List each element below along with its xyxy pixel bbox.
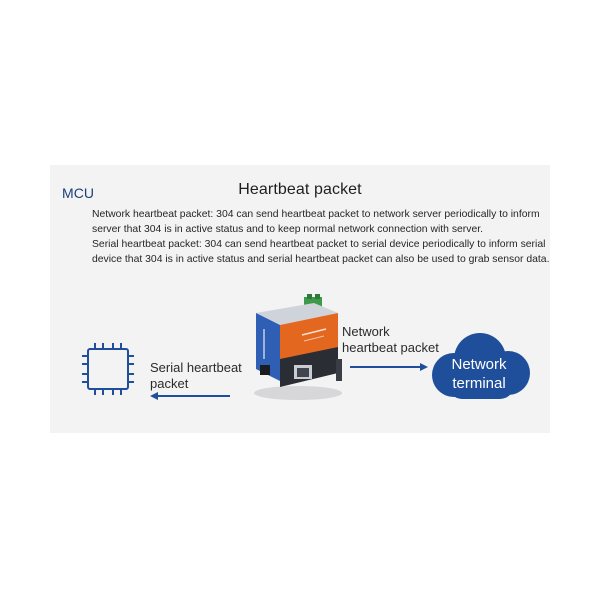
network-label-line: Network [342,324,390,339]
description-text [92,207,550,267]
device-image [246,289,342,401]
cloud-label-line: Network [451,356,507,373]
serial-label-line: packet [150,376,189,391]
description-line: device that 304 is in active status and serial heartbeat packet can also be used to grab sensor data. [92,254,550,265]
cloud-label-line: terminal [452,375,506,392]
network-label-line: heartbeat packet [342,340,439,355]
arrow-right-icon [350,362,428,372]
serial-label-line: Serial heartbeat [150,360,242,375]
page-title: Heartbeat packet [238,181,362,198]
description-line: Network heartbeat packet: 304 can send heartbeat packet to network server periodically to inform [92,209,540,220]
info-panel [50,165,550,433]
arrow-left-icon [150,391,230,401]
description-line: server that 304 is in active status and to keep normal network connection with server. [92,224,484,235]
network-terminal-label [424,355,534,393]
description-line: Serial heartbeat packet: 304 can send heartbeat packet to serial device periodically to inform serial [92,239,546,250]
chip-icon [80,341,136,397]
serial-heartbeat-label [150,360,242,392]
mcu-label: MCU [62,185,94,201]
